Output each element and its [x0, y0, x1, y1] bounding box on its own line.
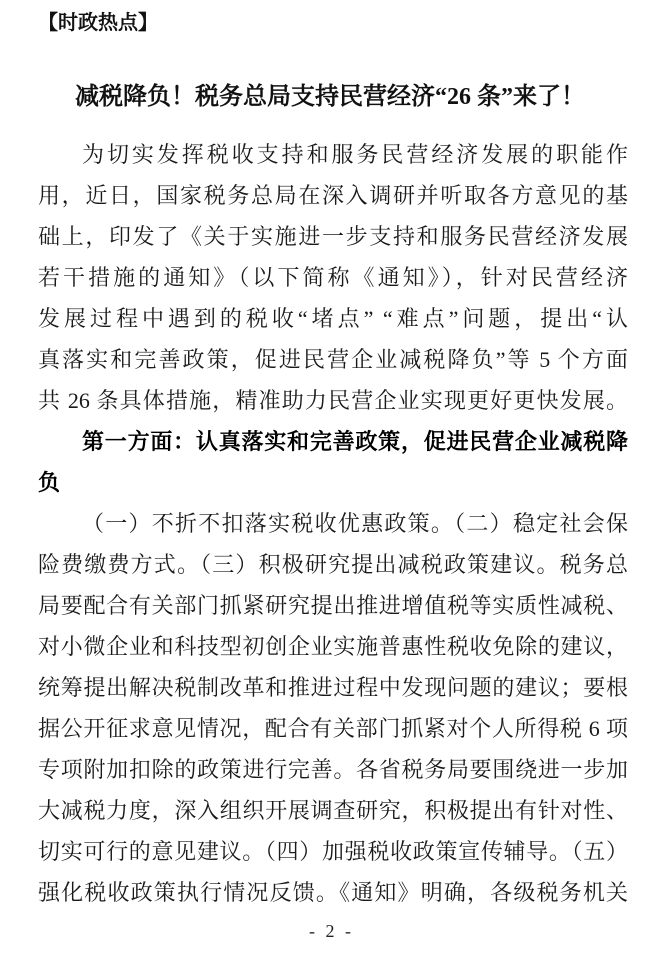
text-line: 为切实发挥税收支持和服务民营经济发展的职能作 [82, 142, 628, 167]
article-title: 减税降负！税务总局支持民营经济“26 条”来了！ [75, 84, 585, 110]
text-line: 专项附加扣除的政策进行完善。各省税务局要围绕进一步加 [38, 757, 628, 782]
article-body [0, 134, 660, 913]
text-line: 础上，印发了《关于实施进一步支持和服务民营经济发展 [38, 224, 628, 249]
text-line: 强化税收政策执行情况反馈。《通知》明确，各级税务机关 [38, 880, 628, 905]
category-tag: 【时政热点】 [38, 12, 158, 34]
section-heading [38, 421, 628, 503]
text-line: 大减税力度，深入组织开展调查研究，积极提出有针对性、 [38, 798, 628, 823]
heading-line: 负 [38, 470, 61, 495]
page-number: - 2 - [309, 921, 351, 941]
heading-line: 第一方面：认真落实和完善政策，促进民营企业减税降 [82, 429, 628, 454]
paragraph-measures [38, 503, 628, 913]
text-line: 据公开征求意见情况，配合有关部门抓紧对个人所得税 6 项 [38, 716, 628, 741]
text-line: 用，近日，国家税务总局在深入调研并听取各方意见的基 [38, 183, 628, 208]
text-line: 发展过程中遇到的税收“堵点” “难点”问题，提出“认 [38, 306, 628, 331]
text-line: 真落实和完善政策，促进民营企业减税降负”等 5 个方面 [38, 347, 628, 372]
paragraph-intro [38, 134, 628, 421]
text-line: 切实可行的意见建议。（四）加强税收政策宣传辅导。（五） [38, 839, 628, 864]
text-line: 统筹提出解决税制改革和推进过程中发现问题的建议；要根 [38, 675, 628, 700]
text-line: 险费缴费方式。（三）积极研究提出减税政策建议。税务总 [38, 552, 628, 577]
text-line: 共 26 条具体措施，精准助力民营企业实现更好更快发展。 [38, 388, 628, 413]
text-line: 若干措施的通知》（以下简称《通知》），针对民营经济 [38, 265, 628, 290]
text-line: 对小微企业和科技型初创企业实施普惠性税收免除的建议， [38, 634, 628, 659]
text-line: （一）不折不扣落实税收优惠政策。（二）稳定社会保 [82, 511, 628, 536]
text-line: 局要配合有关部门抓紧研究提出推进增值税等实质性减税、 [38, 593, 628, 618]
